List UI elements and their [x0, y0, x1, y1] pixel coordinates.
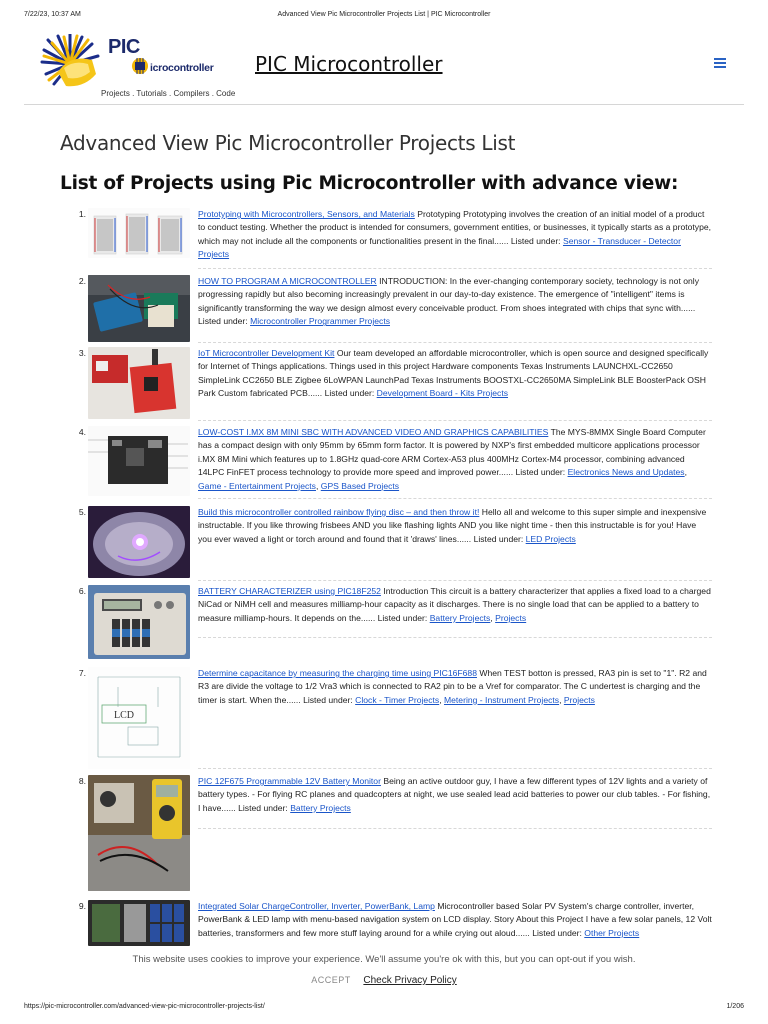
print-header [24, 11, 744, 23]
site-header [24, 30, 744, 106]
category-link[interactable]: LED Projects [525, 533, 576, 544]
print-url: https://pic-microcontroller.com/advanced-view-pic-microcontroller-projects-list/ [24, 1003, 265, 1010]
project-number: 2. [78, 276, 86, 286]
project-thumbnail[interactable] [88, 667, 190, 769]
category-link[interactable]: Game - Entertainment Projects [198, 480, 316, 491]
project-text [198, 900, 712, 940]
project-title-link[interactable]: Determine capacitance by measuring the charging time using PIC16F688 [198, 668, 477, 678]
project-title-link[interactable]: BATTERY CHARACTERIZER using PIC18F252 [198, 586, 381, 596]
category-link[interactable]: Microcontroller Programmer Projects [250, 316, 390, 327]
site-name-link[interactable]: PIC Microcontroller [255, 52, 443, 76]
project-text [198, 275, 712, 329]
cookie-consent-bar [0, 946, 768, 996]
category-link[interactable]: GPS Based Projects [320, 480, 400, 491]
project-thumbnail[interactable] [88, 506, 190, 578]
breadboard-image-icon [88, 208, 190, 258]
print-date: 7/22/23, 10:37 AM [24, 11, 81, 18]
sbc-board-image-icon [88, 426, 190, 496]
project-separator [198, 580, 712, 581]
project-description: Introduction This circuit is a battery characterizer that applies a fixed load to a charged NiCad or NiMH cell and measures milliamp-hour capacity as it discharges. There is no single load that can be applied to a battery to measure milliamp-hours. It depends on the...... Listed under: [198, 586, 711, 623]
sun-logo-icon [40, 34, 102, 92]
battery-monitor-image-icon [88, 775, 190, 891]
cookie-message: This website uses cookies to improve your experience. We'll assume you're ok with this, but you can opt-out if you wish. [132, 954, 636, 965]
project-text [198, 208, 712, 262]
project-number: 6. [78, 586, 86, 596]
project-title-link[interactable]: LOW-COST I.MX 8M MINI SBC WITH ADVANCED VIDEO AND GRAPHICS CAPABILITIES [198, 427, 549, 437]
project-description: The MYS-8MMX Single Board Computer has a compact design with only 95mm by 65mm form factor. It is powered by NXP's first embedded multicore applications processor i.MX 8M Mini which features up to 1.8GHz quad-core ARM Cortex-A53 plus 400MHz Cortex-M4 processor, combining advanced 14LPC FinFET process technology to provide more speed and improved power...... Listed under: [198, 427, 706, 478]
project-separator [198, 828, 712, 829]
project-title-link[interactable]: IoT Microcontroller Development Kit [198, 348, 335, 358]
project-text [198, 775, 712, 815]
project-title-link[interactable]: PIC 12F675 Programmable 12V Battery Monitor [198, 776, 381, 786]
category-link[interactable]: Electronics News and Updates [567, 467, 685, 478]
project-separator [198, 768, 712, 769]
project-description: INTRODUCTION: In the ever-changing contemporary society, technology is not only progressing rapidly but also becoming increasingly prevalent in our day-to-day existence. The emergence of "intelligent" items is significantly transforming the way we design almost every conceivable product. From shoes integrated with chips that sync with...... Listed under: [198, 276, 699, 327]
battery-characterizer-image-icon [88, 585, 190, 659]
project-separator [198, 498, 712, 499]
category-link[interactable]: Battery Projects [290, 802, 351, 813]
project-thumbnail[interactable] [88, 426, 190, 496]
arduino-board-image-icon [88, 275, 190, 342]
category-link[interactable]: Development Board - Kits Projects [376, 388, 509, 399]
project-number: 4. [78, 427, 86, 437]
project-title-link[interactable]: HOW TO PROGRAM A MICROCONTROLLER [198, 276, 377, 286]
category-link[interactable]: Clock - Timer Projects [355, 694, 440, 705]
project-number: 7. [78, 668, 86, 678]
section-title: List of Projects using Pic Microcontroller with advance view: [60, 173, 679, 194]
project-text: LOW-COST I.MX 8M MINI SBC WITH ADVANCED VIDEO AND GRAPHICS CAPABILITIES The MYS-8MMX Single Board Computer has a compact design with only 95mm by 65mm form factor. It is powered by NXP's first embedded multicore applications processor i.MX 8M Mini which features up to 1.8GHz quad-core ARM Cortex-A53 plus 400MHz Cortex-M4 processor, combining advanced 14LPC FinFET process technology to provide more speed and improved power...... Listed under: Electronics News and Updates, Game - Entertainment Projects, GPS Based Projects [198, 427, 706, 491]
project-title-link[interactable]: Prototyping with Microcontrollers, Sensors, and Materials [198, 209, 415, 219]
solar-controller-image-icon [88, 900, 190, 946]
project-text: Determine capacitance by measuring the charging time using PIC16F688 When TEST botton is pressed, RA3 pin is set to "1". R2 and R3 are divide the voltage to 1/2 Vra3 which is connected to RA2 pin to be a Vref for comparator. The C undertest is charging and the timer is start. When the...... Listed under: Clock - Timer Projects, Metering - Instrument Projects, Projects [198, 668, 707, 705]
print-title: Advanced View Pic Microcontroller Projects List | PIC Microcontroller [277, 11, 491, 18]
launchpad-board-image-icon [88, 347, 190, 419]
project-separator [198, 342, 712, 343]
header-divider [24, 104, 744, 105]
project-description: Hello all and welcome to this super simple and inexpensive instructable. If you like throwing frisbees AND you like flashing lights AND you like night time - then this instructable is for you! Have you ever waved a light or torch around and found that it 'draws' lines...... Listed under: [198, 507, 707, 544]
project-number: 1. [78, 209, 86, 219]
category-link[interactable]: Projects [495, 612, 527, 623]
project-thumbnail[interactable] [88, 775, 190, 891]
project-text [198, 506, 712, 546]
category-link[interactable]: Metering - Instrument Projects [443, 694, 560, 705]
project-description: Our team developed an affordable microcontroller, which is open source and designed specifically for Internet of Things applications. Things used in this project Hardware components Texas Instruments LAUNCHXL-CC2650 SimpleLink CC2650 BLE Zigbee 6LoWPAN LaunchPad Texas Instruments BOOSTXL-CC2650MA SimpleLink BLE BoosterPack OSH Park Custom fabricated PCB...... Listed under: [198, 348, 709, 399]
project-description: Microcontroller based Solar PV System's charge controller, inverter, PowerBank & LED lamp with menu-based navigation system on LCD display. Story About this Project I have a few solar panels, 12 Volt batteries, transformers and few more stuff laying around for a while crying out aloud...... Listed under: [198, 901, 712, 938]
page-title: Advanced View Pic Microcontroller Projects List [60, 131, 516, 155]
project-text: BATTERY CHARACTERIZER using PIC18F252 Introduction This circuit is a battery characterizer that applies a fixed load to a charged NiCad or NiMH cell and measures milliamp-hour capacity as it discharges. There is no single load that can be applied to a battery to measure milliamp-hours. It depends on the...... Listed under: Battery Projects, Projects [198, 586, 711, 623]
project-thumbnail[interactable] [88, 347, 190, 419]
category-link[interactable]: Battery Projects [429, 612, 491, 623]
flying-disc-image-icon [88, 506, 190, 578]
project-description: Being an active outdoor guy, I have a few different types of 12V lights and a variety of battery types. - For flying RC planes and quadcopters at night, we use sealed lead acid batteries to power our club tables. - For fishing, I have...... Listed under: [198, 776, 711, 813]
project-thumbnail[interactable] [88, 585, 190, 659]
lcd-label: LCD [114, 710, 134, 721]
project-number: 5. [78, 507, 86, 517]
project-description: When TEST botton is pressed, RA3 pin is set to "1". R2 and R3 are divide the voltage to 1/2 Vra3 which is connected to RA2 pin to be a Vref for comparator. The C undertest is charging and the timer is start. When the...... Listed under: [198, 668, 707, 705]
category-link[interactable]: Other Projects [584, 927, 640, 938]
site-logo[interactable] [40, 34, 246, 100]
project-separator [198, 420, 712, 421]
project-title-link[interactable]: Build this microcontroller controlled rainbow flying disc – and then throw it! [198, 507, 480, 517]
project-thumbnail[interactable] [88, 208, 190, 258]
print-page-number: 1/206 [726, 1003, 744, 1010]
cookie-actions [0, 975, 768, 986]
project-separator [198, 637, 712, 638]
project-thumbnail[interactable] [88, 275, 190, 342]
logo-text-pic: PIC [108, 36, 140, 58]
schematic-image-icon [88, 667, 190, 769]
privacy-policy-link[interactable]: Check Privacy Policy [363, 975, 457, 986]
category-link[interactable]: Sensor - Transducer - Detector Projects [198, 235, 681, 260]
project-thumbnail[interactable] [88, 900, 190, 946]
cookie-accept-button[interactable]: ACCEPT [311, 975, 351, 985]
project-number: 3. [78, 348, 86, 358]
project-text [198, 347, 712, 401]
site-tagline: Projects . Tutorials . Compilers . Code [101, 89, 236, 98]
project-title-link[interactable]: Integrated Solar ChargeController, Inverter, PowerBank, Lamp [198, 901, 435, 911]
project-separator [198, 268, 712, 269]
project-number: 8. [78, 776, 86, 786]
category-link[interactable]: Projects [563, 694, 595, 705]
logo-text-microcontroller: icrocontroller [150, 62, 214, 74]
project-description: Prototyping Prototyping involves the creation of an initial model of a product to conduct testing. Whether the product is intended for consumers, government entities, or businesses, it typically starts as a prototype, which may not include all the components or functionalities present in the final...... Listed under: [198, 209, 712, 246]
hamburger-menu-icon[interactable] [714, 58, 726, 68]
project-number: 9. [78, 901, 86, 911]
